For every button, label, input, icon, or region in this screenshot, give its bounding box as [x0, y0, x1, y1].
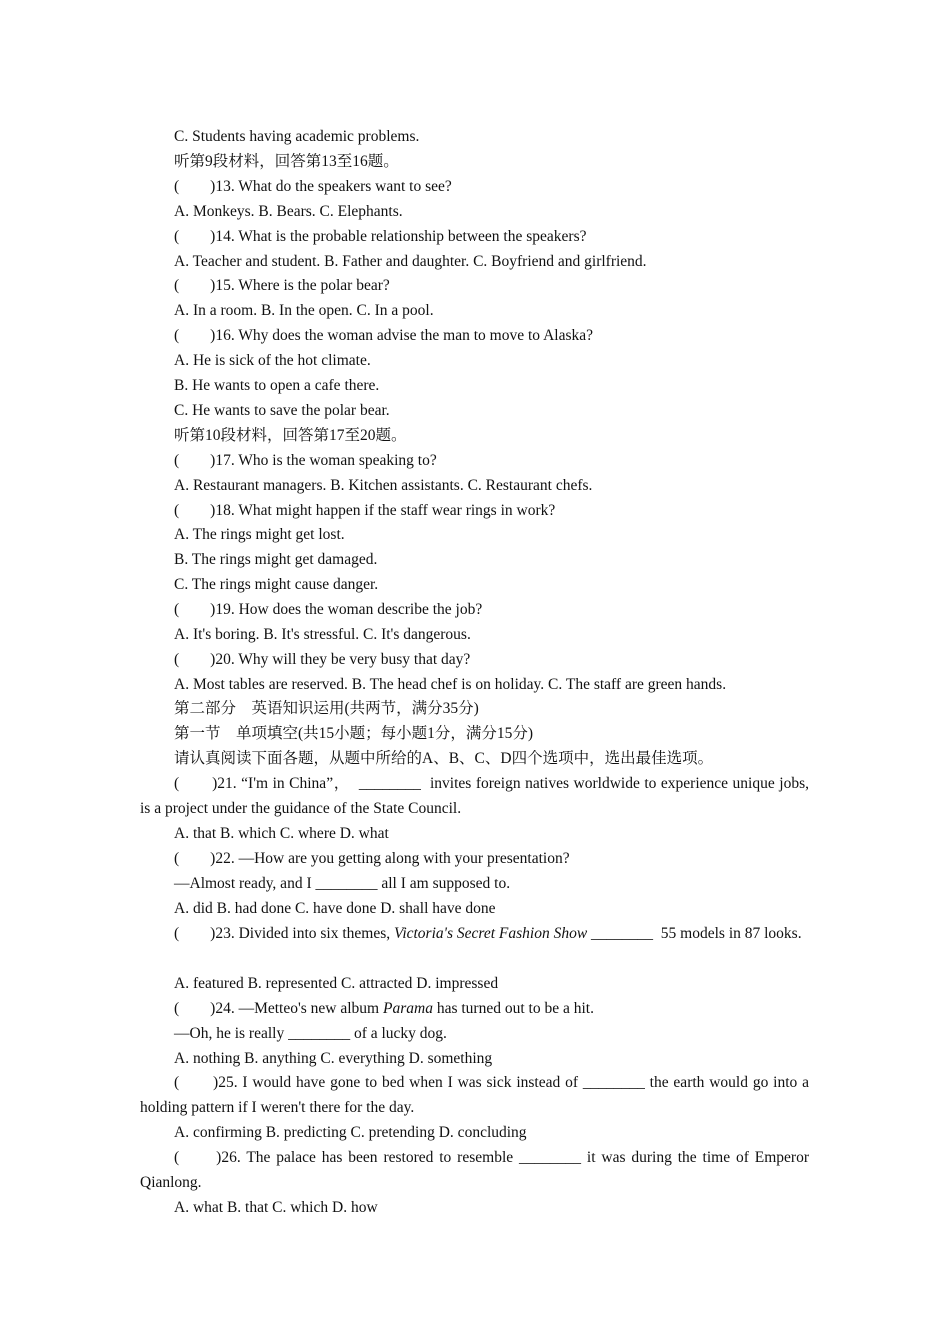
- question-24-lead: ( )24. —Metteo's new album: [174, 1000, 383, 1017]
- question-22-options: A. did B. had done C. have done D. shall have done: [174, 900, 496, 917]
- question-13-options: A. Monkeys. B. Bears. C. Elephants.: [174, 203, 403, 220]
- q12-option-c: C. Students having academic problems.: [174, 128, 420, 145]
- question-15: ( )15. Where is the polar bear?: [174, 277, 390, 294]
- section-one-instruction: 请认真阅读下面各题，从题中所给的A、B、C、D四个选项中，选出最佳选项。: [174, 750, 714, 767]
- question-18: ( )18. What might happen if the staff wear rings in work?: [174, 502, 556, 519]
- question-18-option-c: C. The rings might cause danger.: [174, 576, 379, 593]
- question-16-option-c: C. He wants to save the polar bear.: [174, 402, 390, 419]
- question-23-show-title: Victoria's Secret Fashion Show: [394, 925, 588, 942]
- question-14-options: A. Teacher and student. B. Father and daughter. C. Boyfriend and girlfriend.: [174, 253, 647, 270]
- question-17-options: A. Restaurant managers. B. Kitchen assistants. C. Restaurant chefs.: [174, 477, 593, 494]
- question-16-option-a: A. He is sick of the hot climate.: [174, 352, 371, 369]
- question-20: ( )20. Why will they be very busy that day?: [174, 651, 471, 668]
- question-26: ( )26. The palace has been restored to resemble ________ it was during the time of Emperor Qianlong.: [140, 1149, 809, 1191]
- question-24-reply: —Oh, he is really ________ of a lucky dog.: [174, 1025, 447, 1042]
- section-10-instruction: 听第10段材料，回答第17至20题。: [174, 427, 407, 444]
- question-13: ( )13. What do the speakers want to see?: [174, 178, 452, 195]
- question-23: [140, 921, 809, 946]
- question-18-option-a: A. The rings might get lost.: [174, 526, 345, 543]
- question-22-reply: —Almost ready, and I ________ all I am supposed to.: [174, 875, 511, 892]
- question-19: ( )19. How does the woman describe the job?: [174, 601, 483, 618]
- question-24: [174, 996, 814, 1021]
- section-one-heading: 第一节 单项填空(共15小题；每小题1分，满分15分): [174, 725, 534, 742]
- question-15-options: A. In a room. B. In the open. C. In a pool.: [174, 302, 434, 319]
- question-24-tail: has turned out to be a hit.: [432, 1000, 594, 1017]
- question-20-options: A. Most tables are reserved. B. The head chef is on holiday. C. The staff are green hands.: [174, 676, 727, 693]
- question-14: ( )14. What is the probable relationship between the speakers?: [174, 228, 587, 245]
- question-26-options: A. what B. that C. which D. how: [174, 1199, 378, 1216]
- part-two-heading: 第二部分 英语知识运用(共两节，满分35分): [174, 700, 479, 717]
- question-21-options: A. that B. which C. where D. what: [174, 825, 389, 842]
- question-23-tail: ________ 55 models in 87 looks.: [587, 925, 802, 942]
- question-25-options: A. confirming B. predicting C. pretending D. concluding: [174, 1124, 527, 1141]
- question-19-options: A. It's boring. B. It's stressful. C. It's dangerous.: [174, 626, 471, 643]
- question-23-options: A. featured B. represented C. attracted D. impressed: [174, 975, 499, 992]
- question-23-lead: ( )23. Divided into six themes,: [174, 925, 394, 942]
- question-24-options: A. nothing B. anything C. everything D. something: [174, 1050, 493, 1067]
- question-22: ( )22. —How are you getting along with your presentation?: [174, 850, 570, 867]
- question-18-option-b: B. The rings might get damaged.: [174, 551, 378, 568]
- question-25: ( )25. I would have gone to bed when I was sick instead of ________ the earth would go into a holding pattern if I weren't there for the day.: [140, 1074, 809, 1116]
- section-9-instruction: 听第9段材料，回答第13至16题。: [174, 153, 399, 170]
- question-17: ( )17. Who is the woman speaking to?: [174, 452, 437, 469]
- question-24-album-title: Parama: [383, 1000, 433, 1017]
- question-16: ( )16. Why does the woman advise the man to move to Alaska?: [174, 327, 593, 344]
- question-21: ( )21. “I'm in China”， ________ invites foreign natives worldwide to experience unique jobs, is a project under the guidance of the State Council.: [140, 775, 809, 817]
- question-16-option-b: B. He wants to open a cafe there.: [174, 377, 380, 394]
